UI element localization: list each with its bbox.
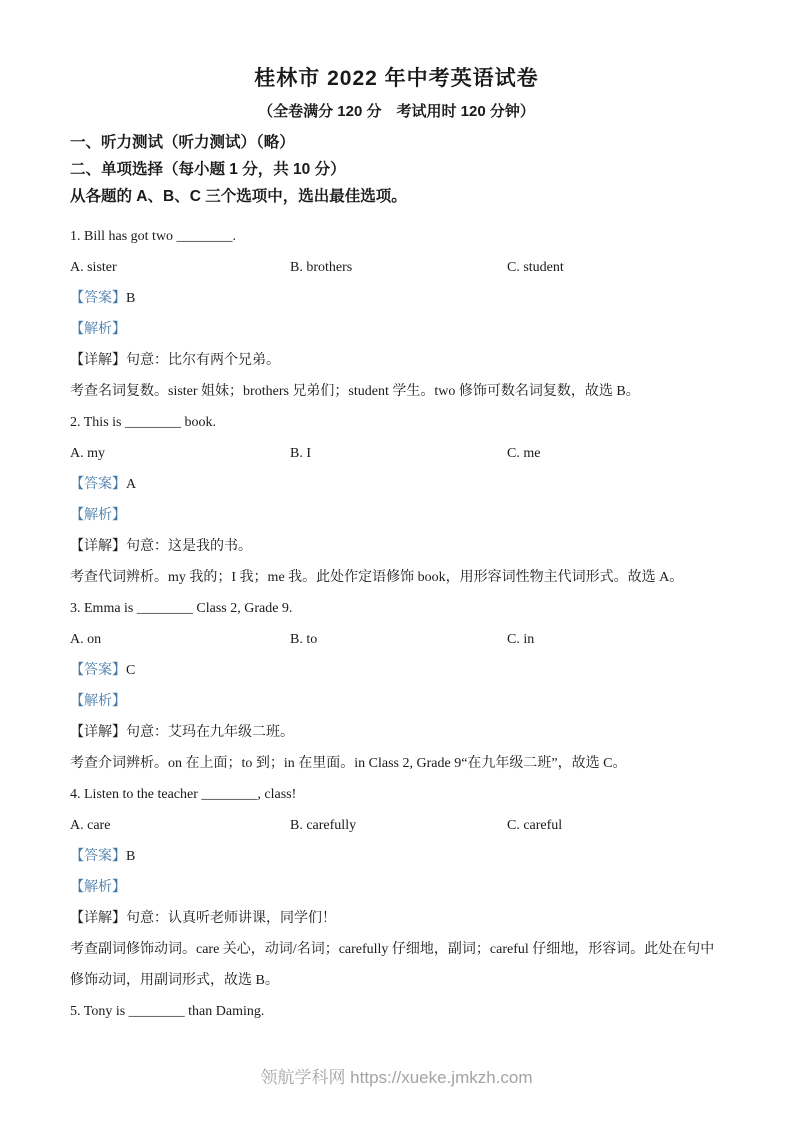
detail-label: 【详解】 [70,911,126,926]
options-row [70,252,725,283]
analysis-label: 【解析】 [70,694,126,709]
answer-value: B [126,849,136,864]
options-row [70,438,725,469]
analysis-line [70,872,725,903]
detail-text: 句意：认真听老师讲课，同学们！ [126,911,336,926]
analysis-line [70,314,725,345]
detail-text: 句意：比尔有两个兄弟。 [126,353,280,368]
option-a: A. sister [70,260,117,275]
option-b: B. carefully [290,818,357,833]
answer-value: A [126,477,137,492]
analysis-line [70,686,725,717]
question-stem: 2. This is ________ book. [70,415,216,430]
question-block-2 [70,407,725,593]
analysis-label: 【解析】 [70,508,126,523]
answer-line [70,469,725,500]
question-stem: 5. Tony is ________ than Daming. [70,1004,265,1019]
question-stem: 1. Bill has got two ________. [70,229,237,244]
detail-text: 句意：艾玛在九年级二班。 [126,725,294,740]
option-c: C. student [507,260,564,275]
comment-line: 考查名词复数。sister 姐妹；brothers 兄弟们；student 学生。two 修饰可数名词复数，故选 B。 [70,384,640,399]
paper-subtitle: （全卷满分 120 分 考试用时 120 分钟） [258,103,535,120]
choice-instruction: 从各题的 A、B、C 三个选项中，选出最佳选项。 [70,188,407,205]
detail-line [70,531,725,562]
detail-line [70,717,725,748]
option-b: B. I [290,446,311,461]
analysis-label: 【解析】 [70,322,126,337]
answer-line [70,841,725,872]
detail-text: 句意：这是我的书。 [126,539,252,554]
question-block-1 [70,221,725,407]
option-c: C. me [507,446,541,461]
detail-label: 【详解】 [70,539,126,554]
analysis-line [70,500,725,531]
paper-header [0,0,793,210]
comment-line: 考查介词辨析。on 在上面；to 到；in 在里面。in Class 2, Grade 9“在九年级二班”，故选 C。 [70,756,627,771]
answer-label: 【答案】 [70,477,126,492]
question-stem: 3. Emma is ________ Class 2, Grade 9. [70,601,293,616]
answer-label: 【答案】 [70,291,126,306]
detail-line [70,345,725,376]
comment-line: 考查副词修饰动词。care 关心，动词/名词；carefully 仔细地，副词；careful 仔细地，形容词。此处在句中修饰动词，用副词形式，故选 B。 [70,942,715,988]
section-listening-heading: 一、听力测试（听力测试）（略） [70,134,295,151]
answer-label: 【答案】 [70,663,126,678]
question-block-5 [70,996,725,1027]
option-c: C. in [507,632,535,647]
answer-label: 【答案】 [70,849,126,864]
site-watermark: 领航学科网 https://xueke.jmkzh.com [260,1068,533,1087]
option-b: B. to [290,632,318,647]
option-c: C. careful [507,818,563,833]
section-choice-heading: 二、单项选择（每小题 1 分，共 10 分） [70,161,346,178]
comment-line: 考查代词辨析。my 我的；I 我；me 我。此处作定语修饰 book，用形容词性物主代词形式。故选 A。 [70,570,684,585]
answer-value: C [126,663,136,678]
answer-value: B [126,291,136,306]
question-block-3 [70,593,725,779]
question-block-4 [70,779,725,996]
option-a: A. my [70,446,105,461]
answer-line [70,655,725,686]
options-row [70,624,725,655]
paper-title: 桂林市 2022 年中考英语试卷 [254,67,539,90]
analysis-label: 【解析】 [70,880,126,895]
detail-label: 【详解】 [70,353,126,368]
option-b: B. brothers [290,260,353,275]
header-sections [70,129,725,210]
answer-line [70,283,725,314]
options-row [70,810,725,841]
option-a: A. on [70,632,102,647]
option-a: A. care [70,818,111,833]
detail-label: 【详解】 [70,725,126,740]
question-stem: 4. Listen to the teacher ________, class! [70,787,297,802]
detail-line [70,903,725,934]
questions-area [70,221,725,1027]
